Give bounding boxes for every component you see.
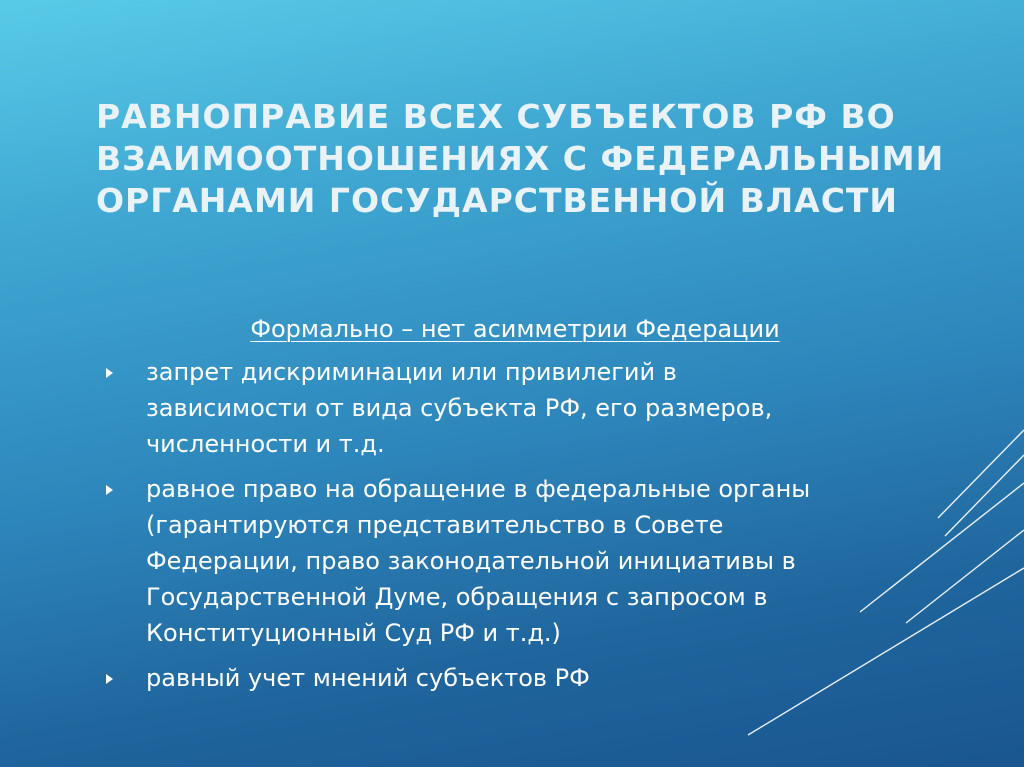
slide-title: [96, 96, 945, 222]
bullet-item: [100, 471, 930, 651]
bullet-text-line: равный учет мнений субъектов РФ: [146, 664, 590, 692]
bullet-item: [100, 354, 930, 462]
decor-line: [945, 455, 1024, 536]
triangle-right-icon: [106, 368, 113, 378]
bullet-text-line: равное право на обращение в федеральные органы: [146, 475, 811, 503]
slide-title-line: ВЗАИМООТНОШЕНИЯХ С ФЕДЕРАЛЬНЫМИ: [96, 139, 945, 178]
slide-title-line: РАВНОПРАВИЕ ВСЕХ СУБЪЕКТОВ РФ ВО: [96, 97, 896, 136]
decor-line: [938, 430, 1024, 518]
bullet-text-line: Федерации, право законодательной инициативы в: [146, 547, 796, 575]
slide-subtitle: Формально – нет асимметрии Федерации: [250, 315, 780, 343]
bullet-text-line: зависимости от вида субъекта РФ, его размеров,: [146, 394, 773, 422]
bullet-text-line: Государственной Думе, обращения с запросом в: [146, 583, 768, 611]
bullet-list: [100, 354, 930, 705]
bullet-text-line: (гарантируются представительство в Совете: [146, 511, 724, 539]
slide-title-line: ОРГАНАМИ ГОСУДАРСТВЕННОЙ ВЛАСТИ: [96, 181, 899, 220]
bullet-text-line: запрет дискриминации или привилегий в: [146, 358, 677, 386]
bullet-text-line: численности и т.д.: [146, 430, 385, 458]
bullet-text-line: Конституционный Суд РФ и т.д.): [146, 619, 561, 647]
triangle-right-icon: [106, 674, 113, 684]
bullet-item: [100, 660, 930, 696]
triangle-right-icon: [106, 485, 113, 495]
